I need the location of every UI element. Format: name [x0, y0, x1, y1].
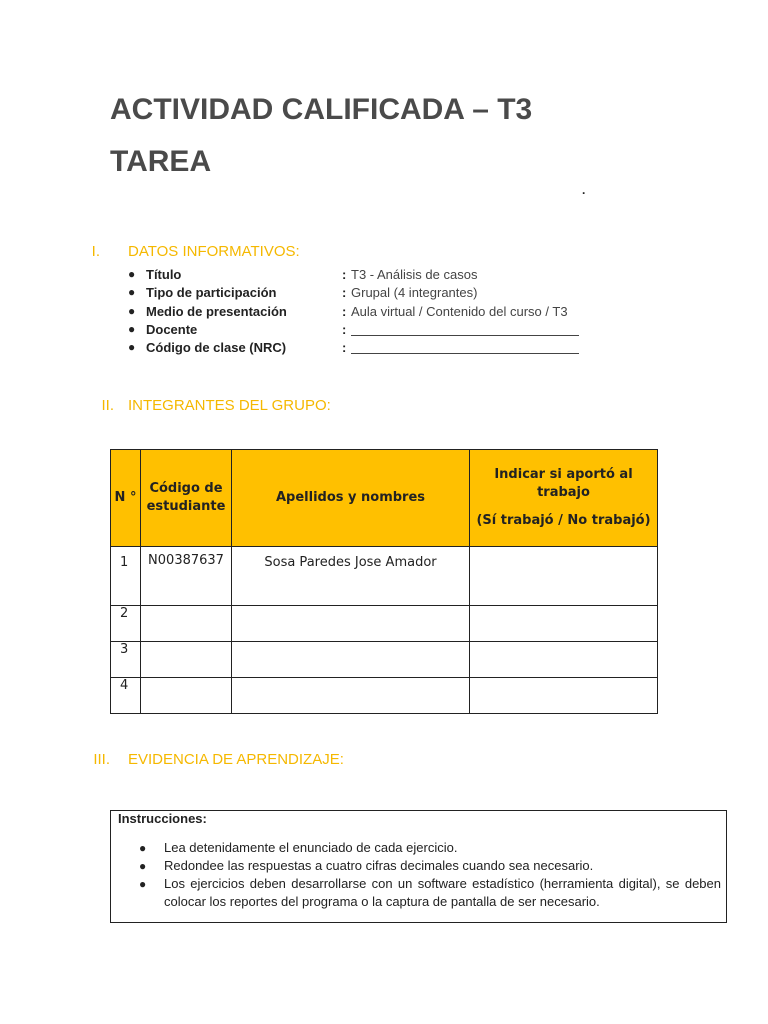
bullet-icon: ●	[128, 340, 136, 355]
cell-code[interactable]	[141, 642, 232, 678]
info-colon: :	[342, 303, 347, 319]
table-row	[111, 547, 658, 606]
instruction-item	[139, 857, 721, 875]
header-indicar-line1: Indicar si aportó al trabajo	[494, 467, 633, 500]
cell-name[interactable]	[232, 678, 470, 714]
bullet-icon: ●	[139, 859, 147, 873]
header-indicar	[470, 450, 658, 547]
info-label: Tipo de participación	[146, 285, 277, 301]
info-value: T3 - Análisis de casos	[351, 267, 478, 282]
header-name: Apellidos y nombres	[232, 450, 470, 547]
instruction-text: Los ejercicios deben desarrollarse con un software estadístico (herramienta digital), se deben colocar los reportes del programa o la captura de pantalla de ser necesario.	[164, 876, 721, 909]
cell-code[interactable]	[141, 678, 232, 714]
cell-n: 1	[111, 547, 141, 606]
info-label: Título	[146, 267, 182, 282]
info-colon: :	[342, 340, 347, 356]
members-table	[110, 449, 658, 714]
instruction-item	[139, 875, 721, 911]
blank-line[interactable]	[351, 335, 579, 336]
section-number: I.	[91, 243, 100, 260]
section-title: EVIDENCIA DE APRENDIZAJE:	[128, 751, 344, 768]
info-label: Medio de presentación	[146, 303, 287, 319]
table-row	[111, 678, 658, 714]
page-title-line2: TAREA	[110, 145, 212, 178]
header-indicar-line2: (Sí trabajó / No trabajó)	[476, 513, 651, 528]
cell-name[interactable]	[232, 642, 470, 678]
cell-status[interactable]	[470, 642, 658, 678]
bullet-icon: ●	[128, 285, 136, 300]
bullet-icon: ●	[139, 841, 147, 855]
blank-line[interactable]	[351, 353, 579, 354]
page-title-line1: ACTIVIDAD CALIFICADA – T3	[110, 93, 533, 126]
header-code: Código de estudiante	[141, 450, 232, 547]
section-number: II.	[101, 397, 114, 414]
table-row	[111, 606, 658, 642]
instructions-title: Instrucciones:	[118, 811, 207, 826]
cell-status[interactable]	[470, 606, 658, 642]
instruction-text: Lea detenidamente el enunciado de cada ejercicio.	[164, 840, 458, 855]
page-title	[110, 84, 532, 188]
section-number: III.	[93, 751, 110, 768]
cell-n: 2	[111, 606, 141, 642]
instruction-text: Redondee las respuestas a cuatro cifras decimales cuando sea necesario.	[164, 858, 594, 873]
instructions-box	[110, 810, 727, 923]
decorative-dot: .	[582, 183, 586, 197]
info-colon: :	[342, 285, 347, 301]
bullet-icon: ●	[128, 321, 136, 336]
cell-name[interactable]: Sosa Paredes Jose Amador	[232, 547, 470, 606]
instructions-list	[139, 839, 721, 911]
info-value: Grupal (4 integrantes)	[351, 285, 478, 301]
instruction-item	[139, 839, 721, 857]
cell-code[interactable]	[141, 606, 232, 642]
table-row	[111, 642, 658, 678]
cell-n: 3	[111, 642, 141, 678]
table-header-row	[111, 450, 658, 547]
header-n: N °	[111, 450, 141, 547]
info-value: Aula virtual / Contenido del curso / T3	[351, 303, 568, 319]
info-colon: :	[342, 267, 347, 282]
cell-status[interactable]	[470, 678, 658, 714]
bullet-icon: ●	[128, 267, 136, 281]
info-label: Código de clase (NRC)	[146, 340, 287, 356]
cell-n: 4	[111, 678, 141, 714]
info-colon: :	[342, 321, 347, 337]
bullet-icon: ●	[128, 303, 136, 318]
cell-code[interactable]: N00387637	[141, 547, 232, 606]
bullet-icon: ●	[139, 877, 147, 891]
info-label: Docente	[146, 321, 198, 337]
section-title: DATOS INFORMATIVOS:	[128, 243, 300, 260]
section-title: INTEGRANTES DEL GRUPO:	[128, 397, 331, 414]
cell-name[interactable]	[232, 606, 470, 642]
cell-status[interactable]	[470, 547, 658, 606]
